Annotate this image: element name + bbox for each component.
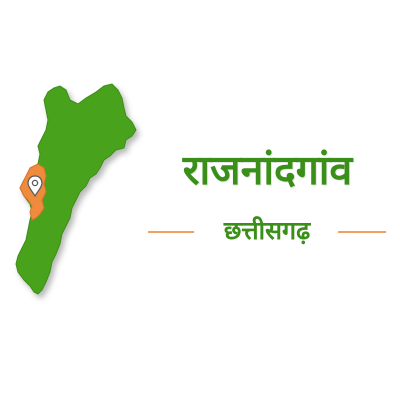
divider-right	[338, 231, 386, 233]
state-name: छत्तीसगढ़	[223, 216, 311, 245]
divider-left	[148, 231, 194, 233]
district-name: राजनांदगांव	[182, 146, 353, 194]
